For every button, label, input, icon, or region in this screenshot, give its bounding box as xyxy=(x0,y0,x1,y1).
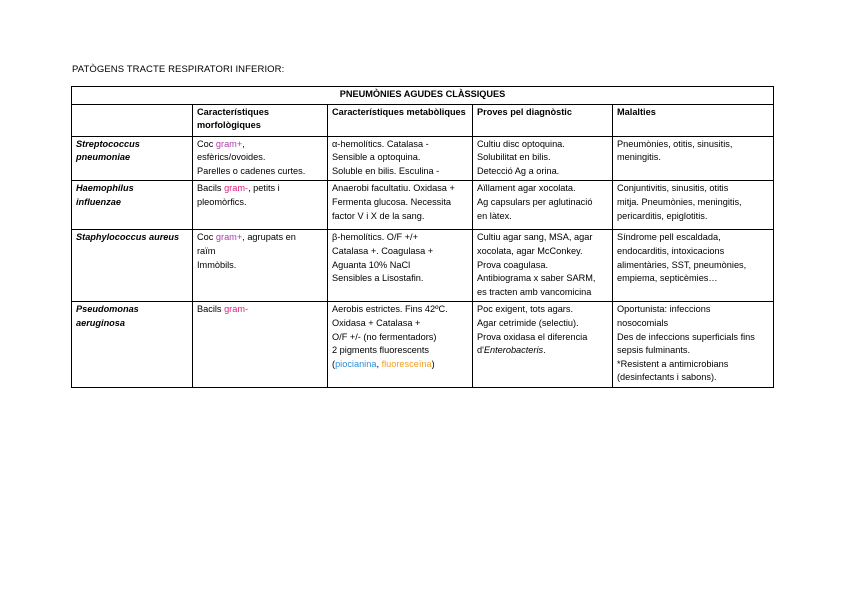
fluoresceina-label: fluoresceïna xyxy=(381,358,432,369)
table-caption: PNEUMÒNIES AGUDES CLÀSSIQUES xyxy=(72,87,774,105)
morphology-cell: Bacils gram-, petits i pleomòrfics. xyxy=(193,181,328,230)
diagnosis-cell: Aïllament agar xocolata. Ag capsulars per aglutinació en làtex. xyxy=(473,181,613,230)
table-row xyxy=(72,302,774,388)
header-metabolism: Característiques metabòliques xyxy=(328,104,473,136)
pathogen-name: Streptococcus pneumoniae xyxy=(72,136,193,181)
morphology-cell: Coc gram+, agrupats en raïm Immòbils. xyxy=(193,230,328,302)
table-row xyxy=(72,230,774,302)
diagnosis-cell: Poc exigent, tots agars. Agar cetrimide (selectiu). Prova oxidasa el diferencia d'Enterobacteris. xyxy=(473,302,613,388)
pathogen-name: Haemophilus influenzae xyxy=(72,181,193,230)
pathogen-name: Staphylococcus aureus xyxy=(72,230,193,302)
gram-stain-label: gram- xyxy=(224,183,249,194)
morphology-cell: Bacils gram- xyxy=(193,302,328,388)
piocianina-label: piocianina xyxy=(335,358,377,369)
morphology-cell: Coc gram+, esfèrics/ovoides. Parelles o cadenes curtes. xyxy=(193,136,328,181)
table-row xyxy=(72,136,774,181)
metabolism-cell: α-hemolítics. Catalasa - Sensible a optoquina. Soluble en bilis. Esculina - xyxy=(328,136,473,181)
pathogen-name: Pseudomonas aeruginosa xyxy=(72,302,193,388)
diseases-cell: Pneumònies, otitis, sinusitis, meningitis. xyxy=(613,136,774,181)
diagnosis-cell: Cultiu disc optoquina. Solubilitat en bilis. Detecció Ag a orina. xyxy=(473,136,613,181)
metabolism-cell: β-hemolítics. O/F +/+ Catalasa +. Coagulasa + Aguanta 10% NaCl Sensibles a Lisostafin. xyxy=(328,230,473,302)
header-diseases: Malalties xyxy=(613,104,774,136)
document-title: PATÒGENS TRACTE RESPIRATORI INFERIOR: xyxy=(72,64,285,75)
header-morphology: Característiques morfològiques xyxy=(193,104,328,136)
metabolism-cell: Anaerobi facultatiu. Oxidasa + Fermenta glucosa. Necessita factor V i X de la sang. xyxy=(328,181,473,230)
gram-stain-label: gram+ xyxy=(215,232,243,243)
diseases-cell: Síndrome pell escaldada, endocarditis, intoxicacions alimentàries, SST, pneumònies, empiema, septicèmies… xyxy=(613,230,774,302)
gram-stain-label: gram+ xyxy=(215,138,243,149)
metabolism-cell: Aerobis estrictes. Fins 42ºC. Oxidasa + Catalasa + O/F +/- (no fermentadors) 2 pigments fluorescents (piocianina, fluoresceïna) xyxy=(328,302,473,388)
gram-stain-label: gram- xyxy=(224,304,249,315)
diseases-cell: Conjuntivitis, sinusitis, otitis mitja. Pneumònies, meningitis, pericarditis, epiglotitis. xyxy=(613,181,774,230)
pathogens-table xyxy=(71,86,774,388)
diseases-cell: Oportunista: infeccions nosocomials Des de infeccions superficials fins sepsis fulminants. *Resistent a antimicrobians (desinfectants i sabons). xyxy=(613,302,774,388)
table-row xyxy=(72,181,774,230)
diagnosis-cell: Cultiu agar sang, MSA, agar xocolata, agar McConkey. Prova coagulasa. Antibiograma x saber SARM, es tracten amb vancomicina xyxy=(473,230,613,302)
header-diagnosis: Proves pel diagnòstic xyxy=(473,104,613,136)
header-pathogen xyxy=(72,104,193,136)
